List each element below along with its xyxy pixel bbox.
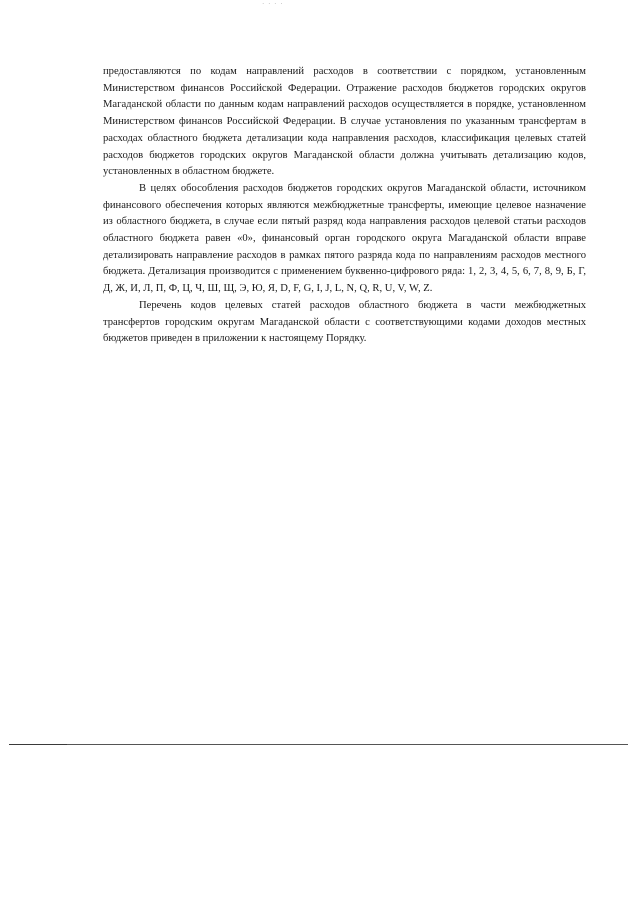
paragraph-detailing: В целях обособления расходов бюджетов городских округов Магаданской области, источником финансового обеспечения которых являются межбюджетные трансферты, имеющие целевое назначение из областного бюджета, в случае если пятый разряд кода направления расходов целевой статьи расходов областного бюджета равен «0», финансовый орган городского округа Магаданской области вправе детализировать направление расходов в рамках пятого разряда кода по направлениям расходов местного бюджета. Детализация производится с применением буквенно-цифрового ряда: 1, 2, 3, 4, 5, 6, 7, 8, 9, Б, Г, Д, Ж, И, Л, П, Ф, Ц, Ч, Ш, Щ, Э, Ю, Я, D, F, G, I, J, L, N, Q, R, U, V, W, Z. [103,182,586,295]
document-body [103,64,586,348]
paragraph-continuation: предоставляются по кодам направлений расходов в соответствии с порядком, установленным Министерством финансов Российской Федерации. Отражение расходов бюджетов городских округов Магаданской области по данным кодам направлений расходов осуществляется в порядке, установленном Министерством финансов Российской Федерации. В случае установления по указанным трансфертам в расходах областного бюджета детализации кода направления расходов, классификация целевых статей расходов бюджетов городских округов Магаданской области должна учитывать детализацию кодов, установленных в областном бюджете. [103,66,586,178]
paragraph-appendix-reference: Перечень кодов целевых статей расходов областного бюджета в части межбюджетных трансфертов городским округам Магаданской области с соответствующими кодами доходов местных бюджетов приведен в приложении к настоящему Порядку. [103,299,586,345]
footnote-separator-short [9,744,67,745]
scan-mark: · · · · [262,0,284,8]
footnote-separator-long [67,744,628,745]
